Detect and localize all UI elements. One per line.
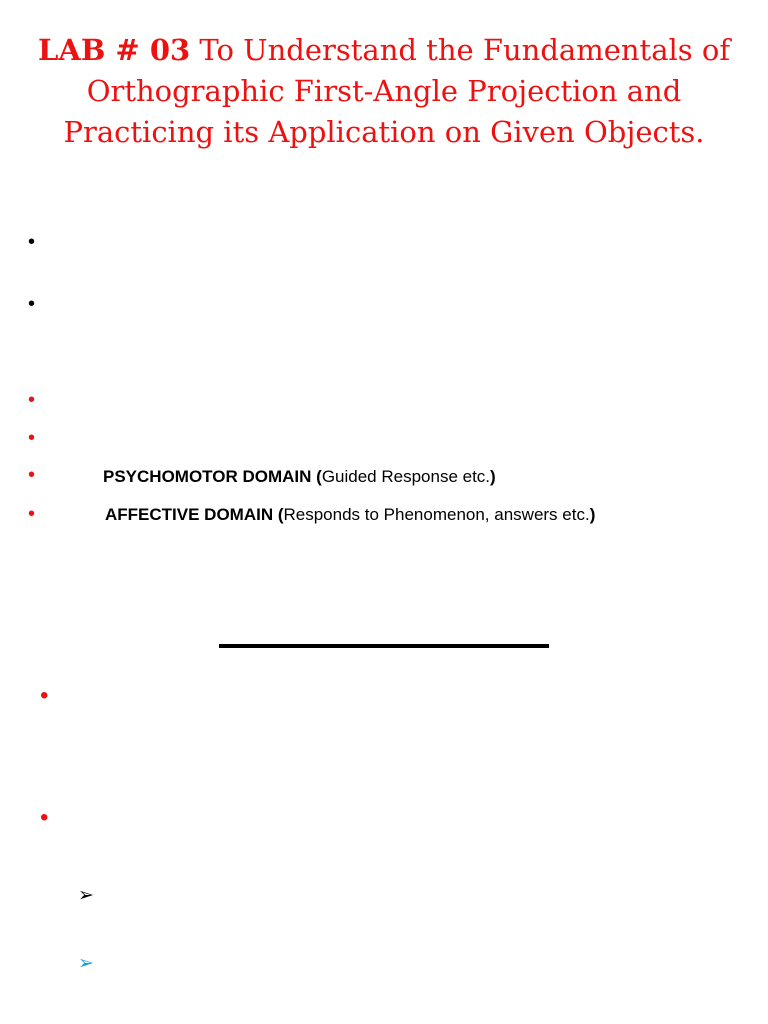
bullet-2: • xyxy=(28,293,36,315)
page-title xyxy=(30,30,738,153)
arrow-bullet-icon: ➢ xyxy=(78,885,94,906)
domain-close-paren: ) xyxy=(589,505,596,524)
domain-detail: Responds to Phenomenon, answers etc. xyxy=(283,505,590,524)
domain-open-paren: ( xyxy=(311,467,322,486)
domain-detail: Guided Response etc. xyxy=(321,467,491,486)
horizontal-rule xyxy=(219,644,549,648)
bullet-red-2: • xyxy=(28,427,36,449)
bullet-red-4: • xyxy=(28,503,36,525)
arrow-bullet-blue-icon: ➢ xyxy=(78,953,94,974)
lab-title-text: To Understand the Fundamentals of Orthographic First-Angle Projection and Practicing its Application on Given Objects. xyxy=(63,33,731,149)
bullet-red-6: • xyxy=(40,804,49,831)
bullet-1: • xyxy=(28,231,36,253)
domain-name: AFFECTIVE DOMAIN xyxy=(105,505,274,524)
bullet-red-1: • xyxy=(28,389,36,411)
psychomotor-domain-line xyxy=(103,466,496,488)
domain-close-paren: ) xyxy=(490,467,496,486)
domain-open-paren: ( xyxy=(273,505,284,524)
bullet-red-5: • xyxy=(40,682,49,709)
affective-domain-line xyxy=(105,504,595,526)
domain-name: PSYCHOMOTOR DOMAIN xyxy=(103,467,312,486)
lab-number: LAB # 03 xyxy=(37,33,191,67)
bullet-red-3: • xyxy=(28,464,36,486)
